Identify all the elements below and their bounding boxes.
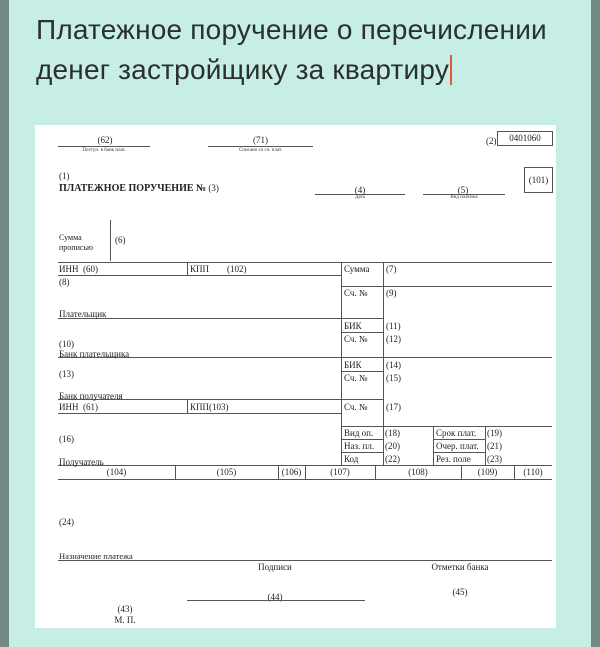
amount-words-label-2: прописью: [59, 243, 94, 252]
field-105: (105): [216, 467, 237, 477]
field-4-caption: Дата: [355, 195, 365, 200]
payment-order-form-image: [35, 125, 556, 628]
field-13: (13): [59, 369, 74, 379]
signatures-label: Подписи: [258, 562, 292, 572]
row-line-payee-inn: [58, 413, 341, 414]
field-18: (18): [385, 428, 400, 438]
divider: [110, 220, 111, 261]
divider: [433, 426, 434, 465]
field-19: (19): [487, 428, 502, 438]
field-61: (61): [83, 402, 98, 412]
field-109: (109): [477, 467, 498, 477]
field-71-caption: Списано со сч. плат.: [238, 148, 283, 153]
payee-acc-label: Сч. №: [344, 402, 368, 412]
payer-bik-label: БИК: [344, 321, 362, 331]
field-24: (24): [59, 517, 74, 527]
field-71-line: [208, 146, 313, 147]
field-12: (12): [386, 334, 401, 344]
field-103: (103): [209, 402, 229, 412]
field-101-box: (101): [524, 167, 553, 193]
payer-kpp: [190, 264, 247, 274]
form-title: ПЛАТЕЖНОЕ ПОРУЧЕНИЕ №: [59, 183, 207, 194]
field-14: (14): [386, 360, 401, 370]
row-line-codes-1b: [433, 439, 485, 440]
field-1: (1): [59, 171, 70, 181]
row-line-bik1: [341, 332, 383, 333]
payee-bank-label: Банк получателя: [59, 391, 123, 401]
row-line-codes-2b: [433, 452, 485, 453]
payer-acc-label: Сч. №: [344, 288, 368, 298]
row-line-inn: [58, 262, 552, 263]
field-60: (60): [83, 264, 98, 274]
divider: [485, 426, 486, 465]
form-title-row: [59, 183, 219, 194]
field-107: (107): [330, 467, 350, 477]
field-5-caption: Вид платежа: [450, 195, 478, 200]
field-3: (3): [208, 183, 219, 193]
field-108: (108): [408, 467, 428, 477]
payee-bank-acc-label: Сч. №: [344, 373, 368, 383]
row-line-payer-bank: [58, 357, 552, 358]
payee-inn: [59, 402, 98, 412]
payer-bank-acc-label: Сч. №: [344, 334, 368, 344]
field-4: (4): [354, 185, 366, 195]
row-line-codes-2: [341, 452, 383, 453]
title-line-1: Платежное поручение о перечислении: [36, 14, 547, 45]
form-code-box: 0401060: [497, 131, 553, 146]
note-title[interactable]: [36, 10, 576, 90]
payee-kpp: [190, 402, 229, 412]
row-line-bik2: [341, 371, 383, 372]
reserve-label: Рез. поле: [436, 454, 471, 464]
text-cursor: [450, 55, 452, 85]
field-106: (106): [281, 467, 302, 477]
row-line-inn-bottom: [58, 275, 341, 276]
field-22: (22): [385, 454, 400, 464]
field-6: (6): [115, 235, 126, 245]
term-label: Срок плат.: [436, 428, 477, 438]
field-71: (71): [253, 135, 268, 145]
field-10: (10): [59, 339, 74, 349]
purpose-line: [58, 560, 552, 561]
divider: [187, 262, 188, 275]
payer-label: Плательщик: [59, 309, 107, 319]
row-line-sum-bottom: [341, 286, 552, 287]
field-16: (16): [59, 434, 74, 444]
sum-label: Сумма: [344, 264, 370, 274]
field-110: (110): [523, 467, 543, 477]
field-44: (44): [267, 592, 283, 602]
field-7: (7): [386, 264, 397, 274]
field-102: (102): [227, 264, 247, 274]
bank-marks-label: Отметки банка: [431, 562, 489, 572]
payer-bank-label: Банк плательщика: [59, 349, 130, 359]
code-label: Код: [344, 454, 359, 464]
stamp-label: М. П.: [114, 615, 136, 625]
title-line-2: [36, 50, 576, 90]
row-line-codes-1: [341, 439, 383, 440]
field-62-caption: Поступ. в банк плат.: [82, 148, 126, 153]
field-62-line: [58, 146, 150, 147]
payee-kpp-label: КПП: [190, 402, 210, 412]
payer-kpp-label: КПП: [190, 264, 210, 274]
payment-purpose-label: Назначение платежа: [59, 551, 133, 561]
field-21: (21): [487, 441, 502, 451]
field-15: (15): [386, 373, 401, 383]
row-line-tax: [58, 479, 552, 480]
field-20: (20): [385, 441, 400, 451]
field-43: (43): [117, 604, 133, 614]
row-line-codes-top: [341, 426, 552, 427]
signature-line: [187, 600, 365, 601]
field-104: (104): [106, 467, 127, 477]
title-line-2-text: денег застройщику за квартиру: [36, 54, 450, 85]
order-label: Очер. плат.: [436, 441, 479, 451]
field-62: (62): [97, 135, 113, 145]
field-5: (5): [457, 185, 469, 195]
payee-inn-label: ИНН: [59, 402, 79, 412]
op-type-label: Вид оп.: [344, 428, 374, 438]
purpose-code-label: Наз. пл.: [344, 441, 375, 451]
amount-words-label-1: Сумма: [59, 233, 82, 242]
field-11: (11): [386, 321, 401, 331]
field-23: (23): [487, 454, 502, 464]
divider: [383, 262, 384, 465]
field-9: (9): [386, 288, 397, 298]
payee-label: Получатель: [59, 457, 104, 467]
payer-inn: [59, 264, 98, 274]
field-8: (8): [59, 277, 70, 287]
divider: [187, 399, 188, 413]
field-45: (45): [452, 587, 468, 597]
row-line-payer: [58, 318, 383, 319]
field-17: (17): [386, 402, 401, 412]
payer-inn-label: ИНН: [59, 264, 79, 274]
divider: [341, 262, 342, 465]
field-2: (2): [486, 136, 497, 146]
payee-bik-label: БИК: [344, 360, 362, 370]
